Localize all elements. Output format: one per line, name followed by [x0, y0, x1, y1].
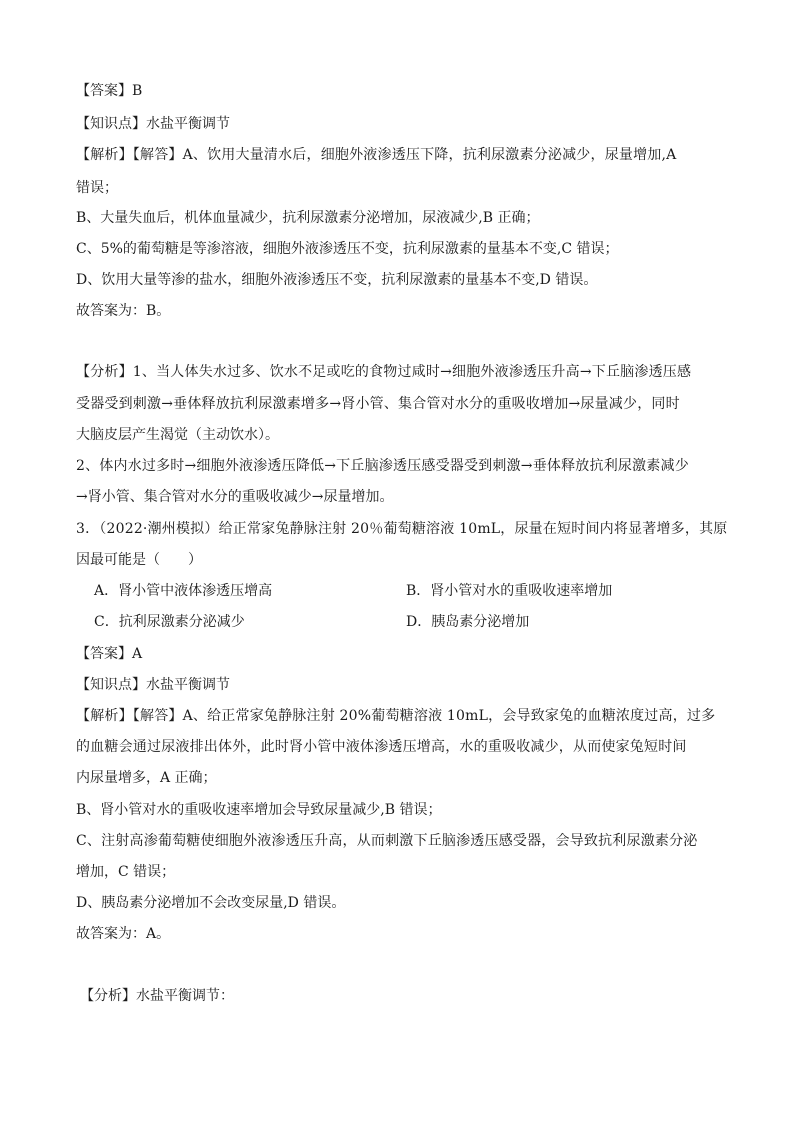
analysis-line: 内尿量增多，A 正确； [76, 770, 217, 786]
analysis-line: 【解析】【解答】A、给正常家兔静脉注射 20%葡萄糖溶液 10mL，会导致家兔的血糖浓度过高，过多 [76, 708, 716, 724]
option-c: C．抗利尿激素分泌减少 [94, 614, 245, 630]
answer-line: 【答案】A [76, 646, 143, 662]
answer-line: 【答案】B [76, 83, 143, 99]
question-stem: 3．（2022·潮州模拟）给正常家兔静脉注射 20％葡萄糖溶液 10mL，尿量在短时间内将显著增多，其原 [76, 521, 728, 537]
analysis-line: 的血糖会通过尿液排出体外，此时肾小管中液体渗透压增高，水的重吸收减少，从而使家兔短时间 [76, 739, 687, 755]
knowledge-point-line: 【知识点】水盐平衡调节 [76, 116, 230, 132]
analysis-summary-line: →肾小管、集合管对水分的重吸收减少→尿量增加。 [76, 489, 394, 505]
analysis-line: D、饮用大量等渗的盐水，细胞外液渗透压不变，抗利尿激素的量基本不变,D 错误。 [76, 272, 598, 288]
option-b: B．肾小管对水的重吸收速率增加 [406, 583, 613, 599]
option-a: A．肾小管中液体渗透压增高 [94, 583, 273, 599]
analysis-line: C、注射高渗葡萄糖使细胞外液渗透压升高，从而刺激下丘脑渗透压感受器，会导致抗利尿激素分泌 [76, 833, 698, 849]
analysis-line: 增加，C 错误； [76, 864, 176, 880]
analysis-summary-line: 2、体内水过多时→细胞外液渗透压降低→下丘脑渗透压感受器受到刺激→垂体释放抗利尿激素减少 [76, 458, 689, 474]
analysis-line: C、5%的葡萄糖是等渗溶液，细胞外液渗透压不变，抗利尿激素的量基本不变,C 错误； [76, 241, 619, 257]
analysis-line: 【解析】【解答】A、饮用大量清水后，细胞外液渗透压下降，抗利尿激素分泌减少，尿量增加,A [76, 147, 677, 163]
analysis-summary-line: 【分析】1、当人体失水过多、饮水不足或吃的食物过咸时→细胞外液渗透压升高→下丘脑渗透压感 [76, 364, 692, 380]
conclusion-line: 故答案为：A。 [76, 926, 171, 942]
knowledge-point-line: 【知识点】水盐平衡调节 [76, 677, 230, 693]
analysis-summary-line: 受器受到刺激→垂体释放抗利尿激素增多→肾小管、集合管对水分的重吸收增加→尿量减少，同时 [76, 396, 680, 412]
analysis-line: B、肾小管对水的重吸收速率增加会导致尿量减少,B 错误； [76, 802, 442, 818]
option-d: D．胰岛素分泌增加 [406, 614, 530, 630]
question-stem: 因最可能是（ ） [76, 552, 202, 568]
analysis-summary-line: 大脑皮层产生渴觉（主动饮水）。 [76, 427, 279, 443]
analysis-line: 错误； [76, 180, 118, 196]
analysis-summary-title: 【分析】水盐平衡调节： [80, 988, 234, 1004]
conclusion-line: 故答案为：B。 [76, 303, 171, 319]
analysis-line: B、大量失血后，机体血量减少，抗利尿激素分泌增加，尿液减少,B 正确； [76, 210, 540, 226]
analysis-line: D、胰岛素分泌增加不会改变尿量,D 错误。 [76, 895, 346, 911]
